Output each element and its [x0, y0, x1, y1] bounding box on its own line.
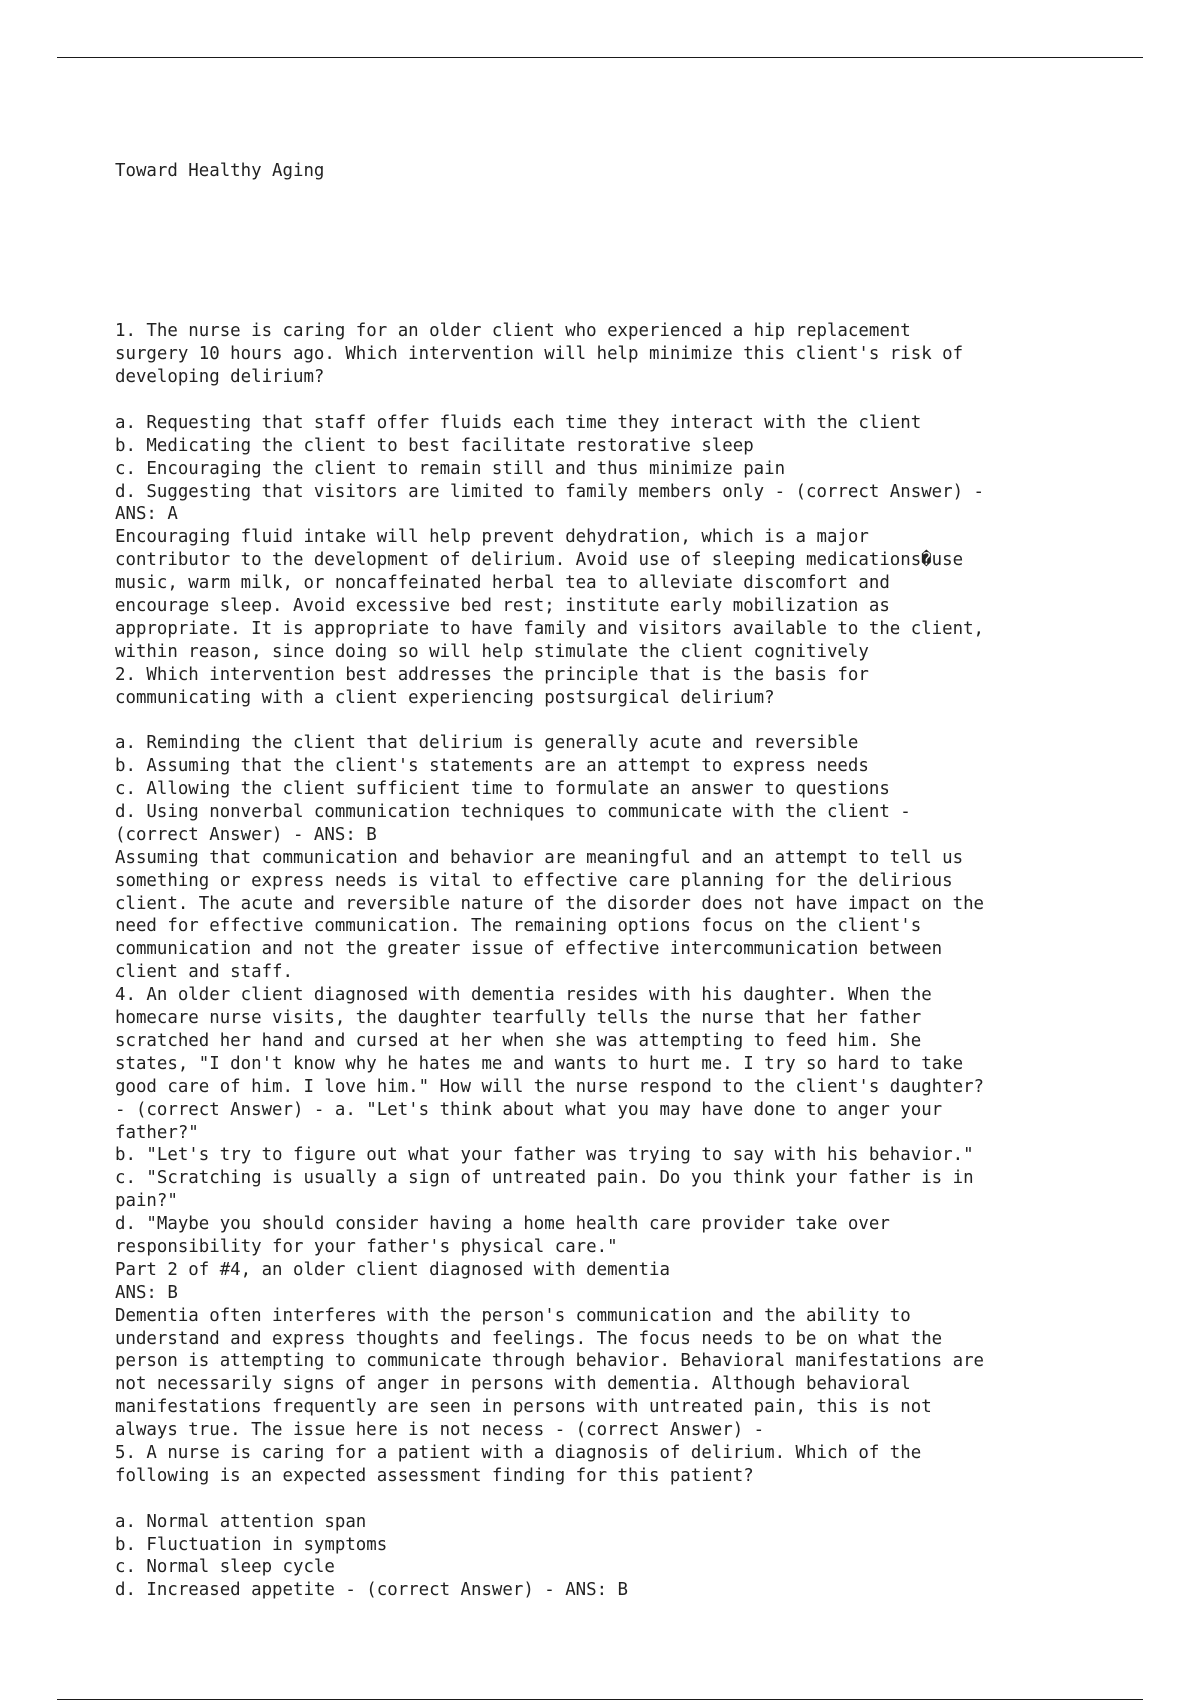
text-line: - (correct Answer) - a. "Let's think about what you may have done to anger your — [115, 1099, 943, 1120]
text-line: states, "I don't know why he hates me and wants to hurt me. I try so hard to take — [115, 1053, 964, 1074]
text-line: something or express needs is vital to effective care planning for the delirious — [115, 870, 953, 891]
text-line: (correct Answer) - ANS: B — [115, 824, 377, 845]
text-line: a. Requesting that staff offer fluids each time they interact with the client — [115, 412, 922, 433]
text-line: d. Using nonverbal communication techniques to communicate with the client - — [115, 802, 911, 823]
text-line: b. Assuming that the client's statements are an attempt to express needs — [115, 756, 869, 777]
text-line: 5. A nurse is caring for a patient with a diagnosis of delirium. Which of the — [115, 1442, 922, 1463]
paragraph-spacing — [115, 1488, 1155, 1511]
document-text-blocks — [115, 320, 1155, 1602]
text-line: Dementia often interferes with the person's communication and the ability to — [115, 1305, 911, 1326]
text-line: responsibility for your father's physical care." — [115, 1236, 618, 1257]
text-line: b. Medicating the client to best facilitate restorative sleep — [115, 435, 754, 456]
text-line: d. Suggesting that visitors are limited to family members only - (correct Answer) - — [115, 481, 985, 502]
text-line: b. "Let's try to figure out what your father was trying to say with his behavior." — [115, 1145, 974, 1166]
text-line: 1. The nurse is caring for an older client who experienced a hip replacement — [115, 321, 911, 342]
text-line: encourage sleep. Avoid excessive bed rest; institute early mobilization as — [115, 596, 890, 617]
text-line: not necessarily signs of anger in persons with dementia. Although behavioral — [115, 1374, 911, 1395]
text-line: surgery 10 hours ago. Which intervention will help minimize this client's risk of — [115, 344, 964, 365]
text-line: pain?" — [115, 1191, 178, 1212]
text-line: b. Fluctuation in symptoms — [115, 1534, 388, 1555]
text-line: understand and express thoughts and feelings. The focus needs to be on what the — [115, 1328, 943, 1349]
text-line: Assuming that communication and behavior are meaningful and an attempt to tell us — [115, 847, 964, 868]
text-line: 2. Which intervention best addresses the principle that is the basis for — [115, 664, 869, 685]
text-line: c. Allowing the client sufficient time to formulate an answer to questions — [115, 779, 890, 800]
text-line: d. "Maybe you should consider having a home health care provider take over — [115, 1214, 890, 1235]
text-line: person is attempting to communicate through behavior. Behavioral manifestations are — [115, 1351, 985, 1372]
text-line: c. Encouraging the client to remain still and thus minimize pain — [115, 458, 786, 479]
text-line: developing delirium? — [115, 367, 325, 388]
text-line: scratched her hand and cursed at her when she was attempting to feed him. She — [115, 1030, 922, 1051]
text-line: always true. The issue here is not necess - (correct Answer) - — [115, 1420, 765, 1441]
text-line: d. Increased appetite - (correct Answer) - ANS: B — [115, 1580, 629, 1601]
text-line: communicating with a client experiencing postsurgical delirium? — [115, 687, 775, 708]
text-line: father?" — [115, 1122, 199, 1143]
text-line: Encouraging fluid intake will help prevent dehydration, which is a major — [115, 527, 869, 548]
text-line: following is an expected assessment finding for this patient? — [115, 1465, 754, 1486]
text-line: appropriate. It is appropriate to have family and visitors available to the client, — [115, 618, 985, 639]
text-line: communication and not the greater issue of effective intercommunication between — [115, 939, 943, 960]
text-line: ANS: A — [115, 504, 178, 525]
text-line: 4. An older client diagnosed with dementia resides with his daughter. When the — [115, 985, 932, 1006]
text-line: good care of him. I love him." How will the nurse respond to the client's daughter? — [115, 1076, 985, 1097]
text-line: music, warm milk, or noncaffeinated herbal tea to alleviate discomfort and — [115, 573, 890, 594]
text-line: a. Reminding the client that delirium is generally acute and reversible — [115, 733, 859, 754]
text-line: need for effective communication. The remaining options focus on the client's — [115, 916, 922, 937]
text-line: homecare nurse visits, the daughter tearfully tells the nurse that her father — [115, 1008, 922, 1029]
text-line: client. The acute and reversible nature of the disorder does not have impact on the — [115, 893, 985, 914]
header-rule — [57, 57, 1143, 58]
document-title: Toward Healthy Aging — [115, 160, 325, 181]
paragraph-spacing — [115, 389, 1155, 412]
text-line: c. Normal sleep cycle — [115, 1557, 335, 1578]
text-line: manifestations frequently are seen in persons with untreated pain, this is not — [115, 1397, 932, 1418]
title-spacing — [115, 229, 1155, 275]
text-line: client and staff. — [115, 962, 293, 983]
text-line: a. Normal attention span — [115, 1511, 367, 1532]
text-line: contributor to the development of delirium. Avoid use of sleeping medications�use — [115, 550, 964, 571]
document-body — [115, 114, 1155, 1625]
text-line: Part 2 of #4, an older client diagnosed with dementia — [115, 1259, 670, 1280]
text-line: ANS: B — [115, 1282, 178, 1303]
text-line: within reason, since doing so will help stimulate the client cognitively — [115, 641, 869, 662]
text-line: c. "Scratching is usually a sign of untreated pain. Do you think your father is in — [115, 1168, 974, 1189]
paragraph-spacing — [115, 709, 1155, 732]
